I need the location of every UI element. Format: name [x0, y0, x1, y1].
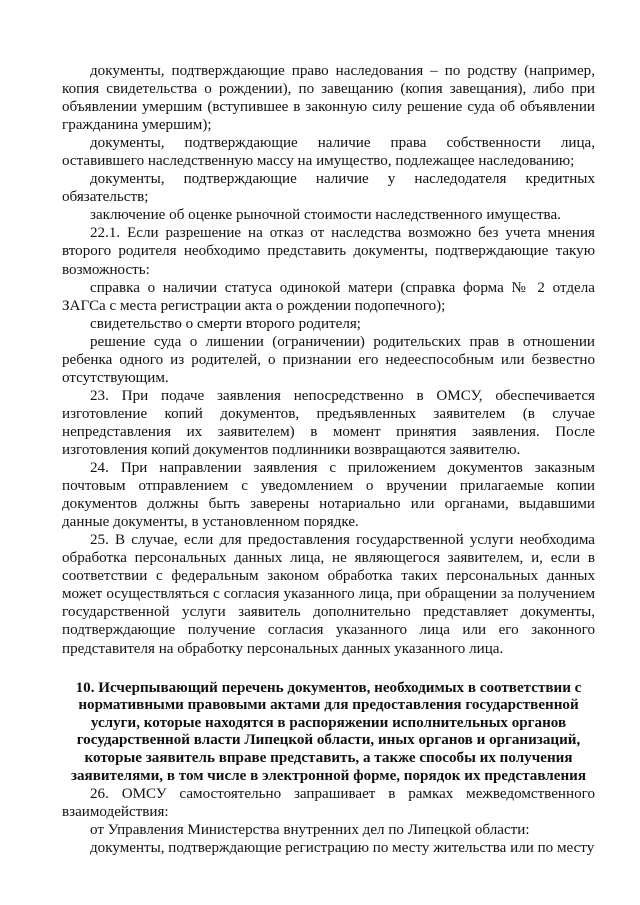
paragraph-credit-obligations: документы, подтверждающие наличие у наследодателя кредитных обязательств;	[62, 171, 595, 206]
paragraph-court-decision: решение суда о лишении (ограничении) родительских прав в отношении ребенка одного из родителей, о признании его недееспособным или безвестно отсутствующим.	[62, 333, 595, 386]
paragraph-property-ownership: документы, подтверждающие наличие права собственности лица, оставившего наследственную массу на имущество, подлежащее наследованию;	[62, 135, 595, 170]
paragraph-registration-documents: документы, подтверждающие регистрацию по месту жительства или по месту	[90, 840, 595, 857]
section-heading-10: 10. Исчерпывающий перечень документов, необходимых в соответствии с нормативными правовыми актами для предоставления государственной услуги, которые находятся в распоряжении исполнительных органов государственной власти Липецкой области, иных органов и организаций, которые заявитель вправе представить, а также способы их получения заявителями, в том числе в электронной форме, порядок их представления	[70, 679, 587, 784]
paragraph-inheritance-rights: документы, подтверждающие право наследования – по родству (например, копия свидетельства о рождении), по завещанию (копия завещания), либо при объявлении умершим (вступившее в законную силу решение суда об объявлении гражданина умершим);	[62, 63, 595, 134]
paragraph-22-1: 22.1. Если разрешение на отказ от наследства возможно без учета мнения второго родителя необходимо представить документы, подтверждающие такую возможность:	[62, 225, 595, 278]
paragraph-24: 24. При направлении заявления с приложением документов заказным почтовым отправлением с уведомлением о вручении прилагаемые копии документов должны быть заверены нотариально или органами, выдавшими данные документы, в установленном порядке.	[62, 460, 595, 531]
paragraph-26: 26. ОМСУ самостоятельно запрашивает в рамках межведомственного взаимодействия:	[62, 786, 595, 821]
paragraph-market-valuation: заключение об оценке рыночной стоимости наследственного имущества.	[90, 207, 561, 224]
paragraph-23: 23. При подаче заявления непосредственно в ОМСУ, обеспечивается изготовление копий документов, предъявленных заявителем (в случае непредставления их заявителем) в момент принятия заявления. После изготовления копий документов подлинники возвращаются заявителю.	[62, 387, 595, 458]
paragraph-death-certificate: свидетельство о смерти второго родителя;	[90, 315, 362, 332]
paragraph-interior-ministry: от Управления Министерства внутренних дел по Липецкой области:	[90, 822, 530, 839]
paragraph-25: 25. В случае, если для предоставления государственной услуги необходима обработка персональных данных лица, не являющегося заявителем, и, если в соответствии с федеральным законом обработка таких персональных данных может осуществляться с согласия указанного лица, при обращении за получением государственной услуги заявитель дополнительно представляет документы, подтверждающие получение согласия указанного лица или его законного представителя на обработку персональных данных указанного лица.	[62, 532, 595, 657]
document-page	[62, 62, 595, 857]
paragraph-single-mother-certificate: справка о наличии статуса одинокой матери (справка форма № 2 отдела ЗАГСа с места регистрации акта о рождении подопечного);	[62, 279, 595, 314]
